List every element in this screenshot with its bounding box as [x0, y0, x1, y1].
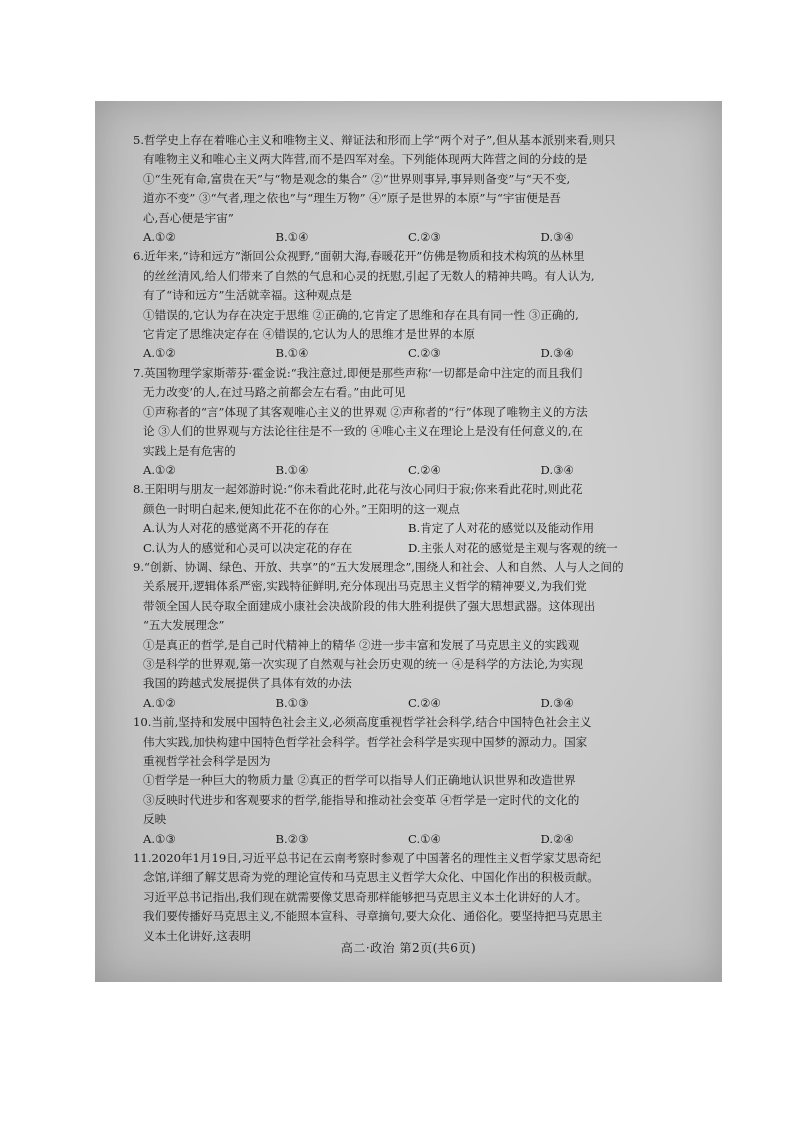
question-text-line: 带领全国人民夺取全面建成小康社会决战阶段的伟大胜利提供了强大思想武器。这体现出	[143, 598, 596, 613]
question-text-line: 我们要传播好马克思主义,不能照本宣科、寻章摘句,要大众化、通俗化。要坚持把马克思主	[143, 909, 603, 924]
option-d: D.③④	[540, 346, 574, 361]
question-text-line: 有了“诗和远方”生活就幸福。这种观点是	[143, 288, 352, 303]
answer-options	[133, 694, 673, 713]
question-9	[133, 558, 673, 713]
exam-content	[133, 131, 673, 946]
option-b: B.①③	[275, 695, 309, 710]
scanned-page-photo	[95, 101, 722, 982]
option-d: D.③④	[540, 695, 574, 710]
question-text-line: 实践上是有危害的	[143, 443, 236, 458]
question-text-line: 5.哲学史上存在着唯心主义和唯物主义、辩证法和形而上学“两个对子”,但从基本派别来看,则只	[133, 133, 616, 147]
question-text-line: 6.近年来,“诗和远方”渐回公众视野,“面朝大海,春暖花开”仿佛是物质和技术构筑的丛林里	[133, 249, 585, 264]
question-text-line: 有唯物主义和唯心主义两大阵营,而不是四军对垒。下列能体现两大阵营之间的分歧的是	[143, 152, 588, 167]
option-a: A.①③	[143, 831, 176, 846]
option-c: C.①④	[408, 831, 441, 846]
option-d: D.主张人对花的感觉是主观与客观的统一	[408, 540, 618, 555]
option-a: A.①②	[143, 230, 176, 245]
question-text-line: 习近平总书记指出,我们现在就需要像艾思奇那样能够把马克思主义本土化讲好的人才。	[143, 889, 588, 904]
option-a: A.①②	[143, 346, 176, 361]
question-text-line: 道亦不变” ③“气者,理之依也”与“理生万物” ④“原子是世界的本原”与“宇宙便是吾	[143, 191, 561, 206]
option-a: A.①②	[143, 462, 176, 477]
option-b: B.①④	[275, 346, 309, 361]
question-text-line: 伟大实践,加快构建中国特色哲学社会科学。哲学社会科学是实现中国梦的源动力。国家	[143, 734, 588, 749]
question-11	[133, 849, 673, 946]
question-text-line: ①“生死有命,富贵在天”与“物是观念的集合” ②“世界则事异,事异则备变”与“天不变,	[143, 171, 571, 186]
question-text-line: 它肯定了思维决定存在 ④错误的,它认为人的思维才是世界的本原	[143, 327, 475, 342]
question-text-line: 我国的跨越式发展提供了具体有效的办法	[143, 676, 352, 691]
question-text-line: ①声称者的“言”体现了其客观唯心主义的世界观 ②声称者的“行”体现了唯物主义的方法	[143, 404, 588, 419]
option-c: C.②④	[408, 462, 441, 477]
question-text-line: 重视哲学社会科学是因为	[143, 754, 271, 768]
option-b: B.①④	[275, 462, 309, 477]
question-text-line: 关系展开,逻辑体系严密,实践特征鲜明,充分体现出马克思主义哲学的精神要义,为我们党	[143, 579, 587, 594]
question-text-line: 8.王阳明与朋友一起郊游时说:“你未看此花时,此花与汝心同归于寂;你来看此花时,则此花	[133, 482, 583, 497]
answer-options	[133, 344, 673, 363]
question-text-line: 7.英国物理学家斯蒂芬·霍金说:“我注意过,即便是那些声称‘一切都是命中注定的而且我们	[133, 365, 583, 380]
option-c: C.②③	[408, 346, 441, 361]
page-footer: 高二·政治 第2页(共6页)	[340, 941, 477, 955]
question-text-line: ③反映时代进步和客观要求的哲学,能指导和推动社会变革 ④哲学是一定时代的文化的	[143, 792, 580, 807]
answer-options	[133, 461, 673, 480]
question-5	[133, 131, 673, 247]
question-text-line: 9.“创新、协调、绿色、开放、共享”的“五大发展理念”,围绕人和社会、人和自然、人与人之间的	[133, 559, 624, 574]
answer-options	[133, 830, 673, 849]
question-10	[133, 713, 673, 849]
option-d: D.③④	[540, 230, 574, 245]
option-c: C.②④	[408, 695, 441, 710]
option-c: C.②③	[408, 230, 441, 245]
question-text-line: ①是真正的哲学,是自己时代精神上的精华 ②进一步丰富和发展了马克思主义的实践观	[143, 637, 580, 652]
question-text-line: 的丝丝清风,给人们带来了自然的气息和心灵的抚慰,引起了无数人的精神共鸣。有人认为,	[143, 268, 595, 283]
question-text-line: 反映	[143, 812, 167, 827]
question-text-line: 念馆,详细了解艾思奇为党的理论宣传和马克思主义哲学大众化、中国化作出的积极贡献。	[143, 870, 599, 885]
option-a: A.①②	[143, 695, 176, 710]
option-d: D.②④	[540, 831, 574, 846]
question-text-line: 论 ③人们的世界观与方法论往往是不一致的 ④唯心主义在理论上是没有任何意义的,在	[143, 424, 584, 439]
question-text-line: 无力改变’的人,在过马路之前都会左右看。”由此可见	[143, 385, 406, 400]
option-c: C.认为人的感觉和心灵可以决定花的存在	[143, 540, 353, 555]
question-text-line: ①哲学是一种巨大的物质力量 ②真正的哲学可以指导人们正确地认识世界和改造世界	[143, 773, 576, 788]
question-text-line: “五大发展理念”	[143, 618, 225, 633]
option-b: B.肯定了人对花的感觉以及能动作用	[408, 521, 595, 536]
question-text-line: ①错误的,它认为存在决定于思维 ②正确的,它肯定了思维和存在具有同一性 ③正确的,	[143, 307, 579, 322]
option-b: B.①④	[275, 230, 309, 245]
question-6	[133, 247, 673, 363]
question-text-line: 义本土化讲好,这表明	[143, 928, 252, 943]
option-a: A.认为人对花的感觉离不开花的存在	[143, 521, 329, 536]
answer-options	[133, 539, 673, 558]
answer-options	[133, 228, 673, 247]
question-text-line: 10.当前,坚持和发展中国特色社会主义,必须高度重视哲学社会科学,结合中国特色社会主义	[133, 715, 592, 730]
answer-options	[133, 519, 673, 538]
question-text-line: ③是科学的世界观,第一次实现了自然观与社会历史观的统一 ④是科学的方法论,为实现	[143, 656, 584, 671]
option-b: B.②③	[275, 831, 309, 846]
question-8	[133, 480, 673, 558]
question-text-line: 颜色一时明白起来,便知此花不在你的心外。”王阳明的这一观点	[143, 501, 460, 516]
question-7	[133, 364, 673, 480]
option-d: D.③④	[540, 462, 574, 477]
question-text-line: 11.2020年1月19日,习近平总书记在云南考察时参观了中国著名的理性主义哲学家艾思奇纪	[133, 851, 601, 866]
question-text-line: 心,吾心便是宇宙”	[143, 210, 234, 225]
